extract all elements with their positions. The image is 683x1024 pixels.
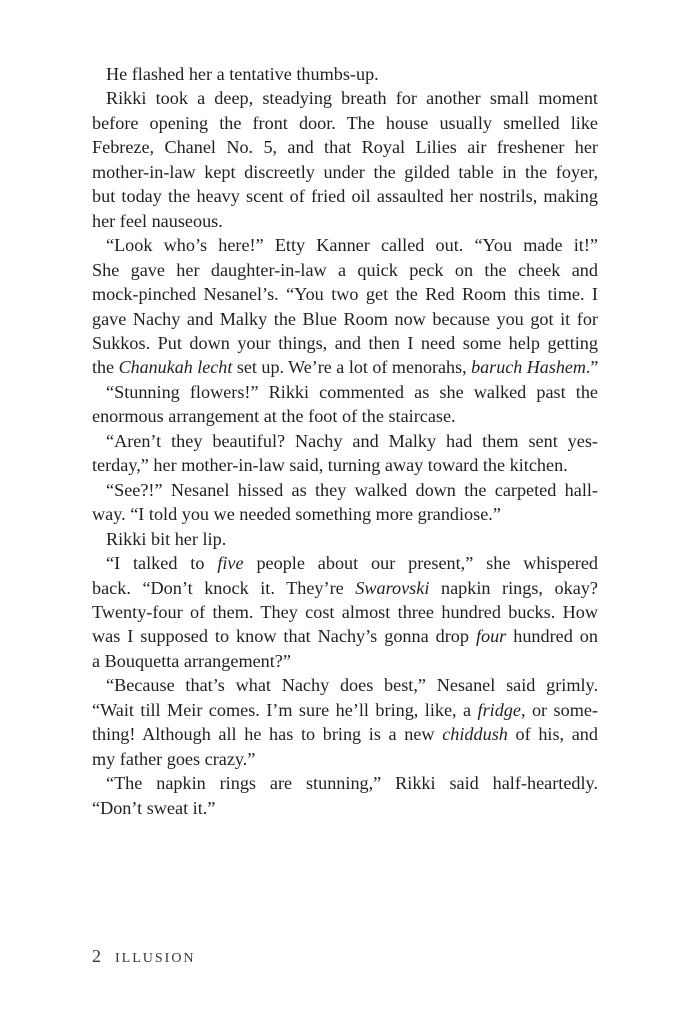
text-run: terday,” her mother-in-law said, turning away toward the kitchen. [92,455,568,476]
text-line [92,698,598,722]
italic-text-run: chiddush [442,724,508,745]
text-line [92,355,598,379]
text-line [92,551,598,575]
text-run: before opening the front door. The house usually smelled like [92,112,598,133]
text-run: “I talked to [106,553,218,574]
text-line [92,527,598,551]
text-run: Rikki took a deep, steadying breath for another small moment [106,88,598,109]
text-run: “Don’t sweat it.” [92,797,216,818]
text-run: “Aren’t they beautiful? Nachy and Malky had them sent yes- [106,430,598,451]
text-run: .” [585,357,599,378]
text-line [92,478,598,502]
text-line [92,722,598,746]
text-line [92,771,598,795]
paragraph [92,429,598,478]
running-title: ILLUSION [115,951,196,966]
text-run: Twenty-four of them. They cost almost three hundred bucks. How [92,601,598,622]
text-run: Rikki bit her lip. [106,528,227,549]
text-run: “See?!” Nesanel hissed as they walked down the carpeted hall- [106,479,598,500]
text-line [92,624,598,648]
italic-text-run: four [475,626,507,647]
paragraph [92,62,598,86]
text-run: Sukkos. Put down your things, and then I need some help getting [92,332,598,353]
text-line [92,184,598,208]
text-line [92,307,598,331]
text-line [92,135,598,159]
italic-text-run: Swarovski [355,577,430,598]
text-run: way. “I told you we needed something more grandiose.” [92,504,501,525]
italic-text-run: Chanukah lecht [118,357,233,378]
text-line [92,404,598,428]
italic-text-run: five [217,553,244,574]
text-run: “Stunning flowers!” Rikki commented as she walked past the [106,381,598,402]
text-line [92,380,598,404]
text-run: “Wait till Meir comes. I’m sure he’ll bring, like, a [92,699,478,720]
text-line [92,282,598,306]
paragraph [92,233,598,380]
paragraph [92,771,598,820]
text-line [92,258,598,282]
text-line [92,209,598,233]
text-run: my father goes crazy.” [92,748,256,769]
text-run: napkin rings, okay? [429,577,598,598]
paragraph [92,551,598,673]
text-run: people about our present,” she whispered [243,553,599,574]
text-run: back. “Don’t knock it. They’re [92,577,356,598]
paragraph [92,478,598,527]
text-run: “Look who’s here!” Etty Kanner called out. “You made it!” [106,235,598,256]
text-run: She gave her daughter-in-law a quick peck on the cheek and [92,259,598,280]
text-run: her feel nauseous. [92,210,223,231]
text-run: He flashed her a tentative thumbs-up. [106,64,379,84]
text-line [92,600,598,624]
text-run: “Because that’s what Nachy does best,” Nesanel said grimly. [106,675,598,696]
text-line [92,796,598,820]
text-run: mock-pinched Nesanel’s. “You two get the Red Room this time. I [92,284,598,305]
text-line [92,453,598,477]
paragraph [92,86,598,233]
text-line [92,233,598,257]
page-footer [92,946,196,967]
text-line [92,747,598,771]
text-run: mother-in-law kept discreetly under the gilded table in the foyer, [92,161,598,182]
text-line [92,502,598,526]
text-run: but today the heavy scent of fried oil assaulted her nostrils, making [92,186,598,207]
text-run: , or some- [520,699,598,720]
text-run: “The napkin rings are stunning,” Rikki said half-heartedly. [106,773,598,794]
text-run: Febreze, Chanel No. 5, and that Royal Lilies air freshener her [92,137,598,158]
text-run: a Bouquetta arrangement?” [92,650,291,671]
text-run: the [92,357,119,378]
text-line [92,673,598,697]
italic-text-run: baruch Hashem [471,357,586,378]
text-line [92,160,598,184]
text-run: set up. We’re a lot of menorahs, [232,357,472,378]
text-run: gave Nachy and Malky the Blue Room now because you got it for [92,308,598,329]
text-run: hundred on [506,626,598,647]
italic-text-run: fridge [477,699,521,720]
text-line [92,576,598,600]
text-line [92,111,598,135]
paragraph [92,380,598,429]
text-line [92,429,598,453]
paragraph [92,673,598,771]
text-line [92,649,598,673]
page-number: 2 [92,946,101,966]
text-run: of his, and [507,724,598,745]
paragraph [92,527,598,551]
text-line [92,86,598,110]
text-line [92,331,598,355]
text-run: enormous arrangement at the foot of the staircase. [92,406,456,427]
book-page-body [92,62,598,820]
text-line [92,62,598,86]
text-run: was I supposed to know that Nachy’s gonna drop [92,626,476,647]
text-run: thing! Although all he has to bring is a new [92,724,443,745]
